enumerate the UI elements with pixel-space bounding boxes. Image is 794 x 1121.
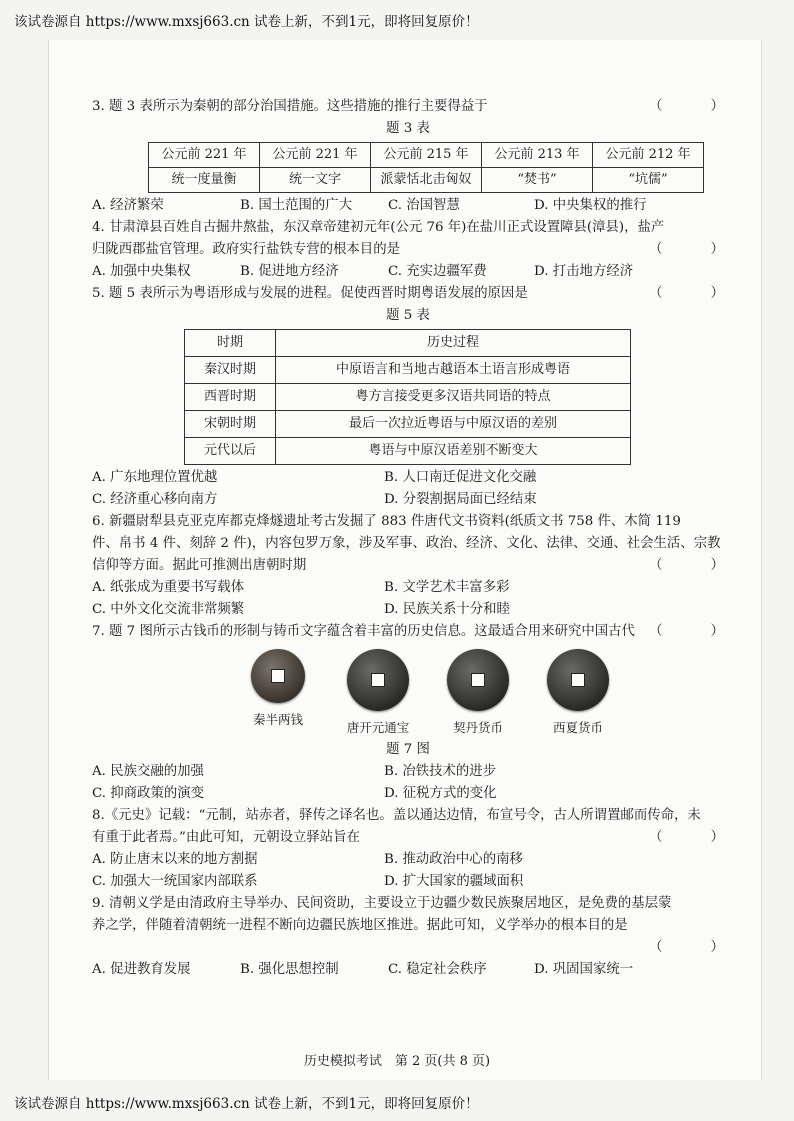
option-d[interactable]: D. 扩大国家的疆域面积 [384,874,524,889]
option-c[interactable]: C. 充实边疆军费 [388,264,487,279]
answer-options [92,783,724,805]
answer-options [92,489,724,511]
table-row [149,168,704,193]
coin-label: 唐开元通宝 [346,720,410,735]
option-a[interactable]: A. 防止唐末以来的地方割据 [92,852,258,867]
answer-options [92,849,724,871]
question-6 [92,511,746,621]
option-c[interactable]: C. 稳定社会秩序 [388,962,487,977]
option-c[interactable]: C. 抑商政策的演变 [92,786,205,801]
page-footer: 历史模拟考试 第 2 页(共 8 页) [303,1054,491,1069]
option-a[interactable]: A. 纸张成为重要书写载体 [92,580,245,595]
answer-options [92,467,724,489]
question-3 [92,96,746,217]
question-7 [92,621,746,805]
coin-item [543,649,613,739]
figure-caption: 题 7 图 [386,742,430,757]
answer-paren: （ ） [648,99,746,114]
table-row [185,357,631,384]
question-stem: 8.《元史》记载：“元制，站赤者，驿传之译名也。盖以通达边情，布宣号令，古人所谓置邮而传命，未 [92,808,701,823]
option-b[interactable]: B. 促进地方经济 [240,264,339,279]
coin-image [347,649,409,711]
option-a[interactable]: A. 广东地理位置优越 [92,470,218,485]
coin-item [243,649,313,739]
option-c[interactable]: C. 中外文化交流非常频繁 [92,602,245,617]
table-cell: 粤语与中原汉语差别不断变大 [276,438,631,465]
option-b[interactable]: B. 推动政治中心的南移 [384,852,523,867]
option-b[interactable]: B. 强化思想控制 [240,962,339,977]
answer-paren: （ ） [648,624,746,639]
coin-image [251,649,305,703]
table-cell: “坑儒” [593,168,704,193]
question-stem-cont: 养之学，伴随着清朝统一进程不断向边疆民族地区推进。据此可知，义学举办的根本目的是 [92,918,628,933]
source-banner-top: 该试卷源自 https://www.mxsj663.cn 试卷上新，不到1元，即将回复原价！ [14,14,479,30]
question-stem-cont: 信仰等方面。据此可推测出唐朝时期 [92,558,307,573]
option-c[interactable]: C. 经济重心移向南方 [92,492,218,507]
answer-paren: （ ） [648,558,746,573]
option-a[interactable]: A. 促进教育发展 [92,962,191,977]
table-cell: 秦汉时期 [185,357,276,384]
table-caption: 题 5 表 [386,308,430,323]
table-cell: 公元前 215 年 [371,143,482,168]
table-cell: 派蒙恬北击匈奴 [371,168,482,193]
answer-paren: （ ） [648,830,746,845]
table-cell: 西晋时期 [185,384,276,411]
answer-paren: （ ） [648,242,746,257]
table-cell: 最后一次拉近粤语与中原汉语的差别 [276,411,631,438]
exam-content [92,96,746,981]
coin-item [343,649,413,739]
question-5 [92,283,746,511]
table-cell: 粤方言接受更多汉语共同语的特点 [276,384,631,411]
question-stem: 5. 题 5 表所示为粤语形成与发展的进程。促使西晋时期粤语发展的原因是 [92,286,528,301]
question-stem-cont: 件、帛书 4 件、刻辞 2 件)，内容包罗万象，涉及军事、政治、经济、文化、法律、交通、社会生活、宗教 [92,536,721,551]
option-a[interactable]: A. 经济繁荣 [92,198,164,213]
table-cell: 公元前 221 年 [260,143,371,168]
question-stem: 7. 题 7 图所示古钱币的形制与铸币文字蕴含着丰富的历史信息。这最适合用来研究中国古代 [92,624,635,639]
table-5 [184,329,631,465]
answer-options [92,577,724,599]
source-banner-bottom: 该试卷源自 https://www.mxsj663.cn 试卷上新，不到1元，即将回复原价！ [14,1096,479,1112]
option-b[interactable]: B. 国土范围的广大 [240,198,353,213]
question-stem: 3. 题 3 表所示为秦朝的部分治国措施。这些措施的推行主要得益于 [92,99,488,114]
table-row [185,384,631,411]
question-stem-cont: 有重于此者焉。”由此可知，元朝设立驿站旨在 [92,830,360,845]
table-cell: 公元前 213 年 [482,143,593,168]
table-header-cell: 历史过程 [276,330,631,357]
coin-figure [132,649,724,739]
coin-label: 西夏货币 [552,720,603,735]
table-cell: “焚书” [482,168,593,193]
table-3 [148,142,704,193]
table-cell: 中原语言和当地古越语本土语言形成粤语 [276,357,631,384]
question-4 [92,217,746,283]
option-b[interactable]: B. 人口南迁促进文化交融 [384,470,537,485]
option-d[interactable]: D. 分裂割据局面已经结束 [384,492,537,507]
question-8 [92,805,746,893]
table-cell: 宋朝时期 [185,411,276,438]
coin-label: 契丹货币 [452,720,503,735]
option-a[interactable]: A. 加强中央集权 [92,264,191,279]
answer-options [92,195,724,217]
option-c[interactable]: C. 治国智慧 [388,198,460,213]
table-header-row [185,330,631,357]
question-stem-cont: 归陇西郡盐官管理。政府实行盐铁专营的根本目的是 [92,242,400,257]
option-d[interactable]: D. 打击地方经济 [534,264,634,279]
coin-image [447,649,509,711]
answer-options [92,959,724,981]
table-cell: 公元前 221 年 [149,143,260,168]
coin-item [443,649,513,739]
option-b[interactable]: B. 冶铁技术的进步 [384,764,497,779]
option-d[interactable]: D. 民族关系十分和睦 [384,602,510,617]
coin-image [547,649,609,711]
answer-options [92,761,724,783]
option-d[interactable]: D. 征税方式的变化 [384,786,497,801]
table-caption: 题 3 表 [386,121,430,136]
answer-options [92,871,724,893]
answer-paren: （ ） [648,286,746,301]
table-cell: 元代以后 [185,438,276,465]
table-cell: 统一文字 [260,168,371,193]
option-a[interactable]: A. 民族交融的加强 [92,764,204,779]
option-b[interactable]: B. 文学艺术丰富多彩 [384,580,510,595]
table-row [185,438,631,465]
question-stem: 4. 甘肃漳县百姓自古掘井熬盐，东汉章帝建初元年(公元 76 年)在盐川正式设置障县(漳县)，盐产 [92,220,665,235]
question-9 [92,893,746,981]
option-d[interactable]: D. 中央集权的推行 [534,198,647,213]
question-stem: 6. 新疆尉犁县克亚克库都克烽燧遗址考古发掘了 883 件唐代文书资料(纸质文书 758 件、木简 119 [92,514,681,529]
table-row [149,143,704,168]
table-cell: 统一度量衡 [149,168,260,193]
answer-options [92,261,724,283]
coin-label: 秦半两钱 [252,712,303,727]
answer-options [92,599,724,621]
option-d[interactable]: D. 巩固国家统一 [534,962,634,977]
question-stem: 9. 清朝义学是由清政府主导举办、民间资助，主要设立于边疆少数民族聚居地区，是免费的基层蒙 [92,896,672,911]
table-header-cell: 时期 [185,330,276,357]
option-c[interactable]: C. 加强大一统国家内部联系 [92,874,258,889]
table-cell: 公元前 212 年 [593,143,704,168]
table-row [185,411,631,438]
answer-paren: （ ） [648,940,746,955]
